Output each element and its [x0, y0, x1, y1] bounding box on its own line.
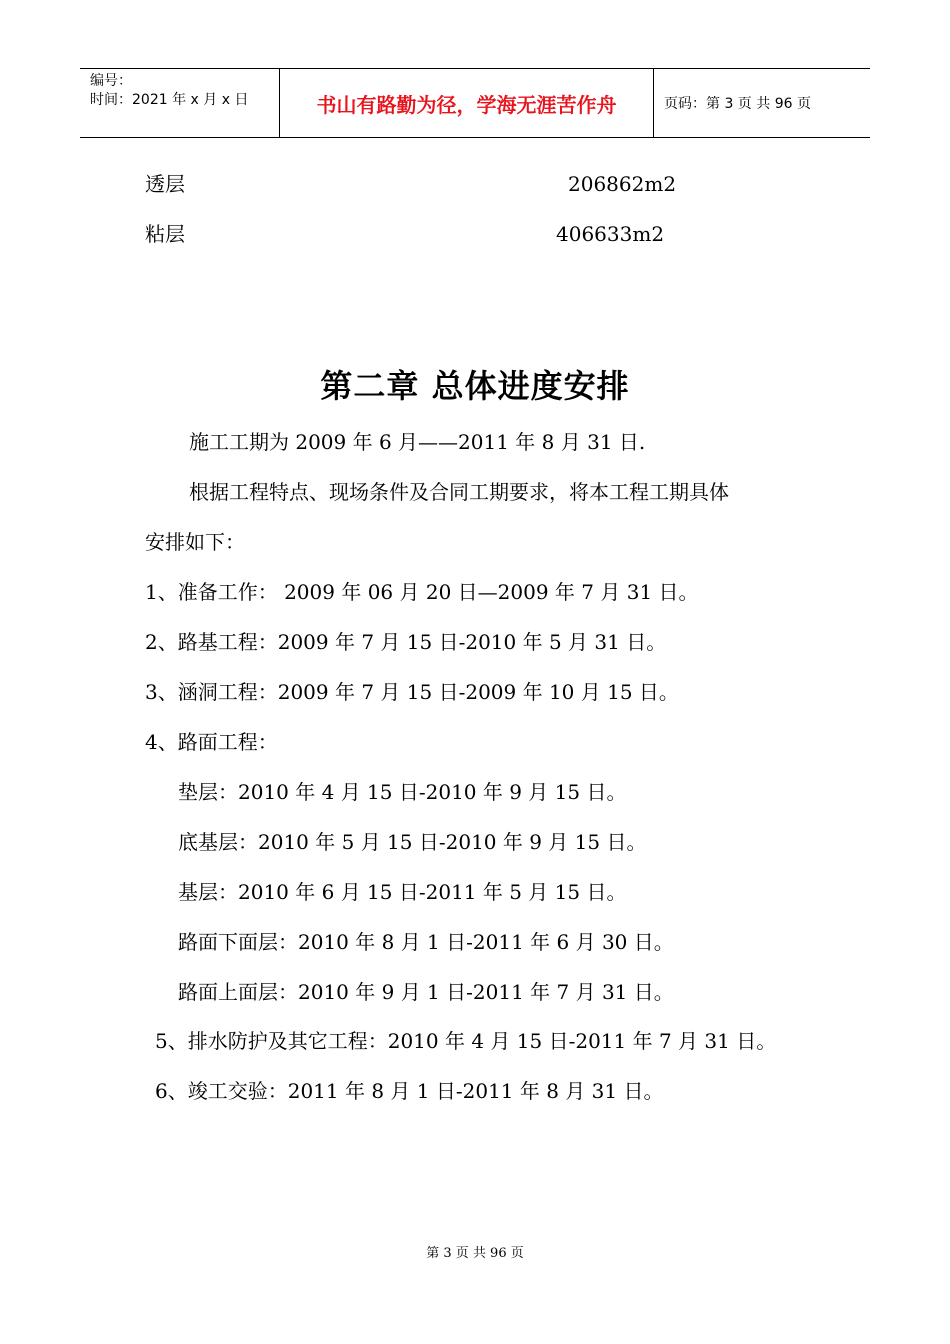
material-name: 粘层: [145, 222, 185, 246]
schedule-subitem: 路面上面层：2010 年 9 月 1 日-2011 年 7 月 31 日。: [178, 980, 674, 1004]
construction-period: 施工工期为 2009 年 6 月——2011 年 8 月 31 日.: [189, 430, 646, 454]
material-name: 透层: [145, 172, 185, 196]
page-header: [80, 68, 870, 138]
schedule-item: 4、路面工程：: [145, 730, 278, 754]
schedule-subitem: 路面下面层：2010 年 8 月 1 日-2011 年 6 月 30 日。: [178, 930, 674, 954]
schedule-subitem: 基层：2010 年 6 月 15 日-2011 年 5 月 15 日。: [178, 880, 627, 904]
chapter-title: 第二章 总体进度安排: [320, 367, 630, 405]
header-motto: 书山有路勤为径，学海无涯苦作舟: [280, 69, 654, 137]
schedule-subitem: 底基层：2010 年 5 月 15 日-2010 年 9 月 15 日。: [178, 830, 647, 854]
schedule-basis-line-2: 安排如下：: [145, 530, 245, 554]
schedule-item: 1、准备工作： 2009 年 06 月 20 日—2009 年 7 月 31 日。: [145, 580, 699, 604]
header-page-info: 页码：第 3 页 共 96 页: [664, 96, 811, 112]
schedule-basis-line-1: 根据工程特点、现场条件及合同工期要求，将本工程工期具体: [189, 480, 729, 504]
document-number-label: 编号：: [90, 73, 132, 89]
schedule-item: 3、涵洞工程：2009 年 7 月 15 日-2009 年 10 月 15 日。: [145, 680, 679, 704]
schedule-subitem: 垫层：2010 年 4 月 15 日-2010 年 9 月 15 日。: [178, 780, 627, 804]
document-date-label: 时间：2021 年 x 月 x 日: [90, 92, 249, 108]
material-value: 406633m2: [556, 222, 665, 246]
schedule-item: 6、竣工交验：2011 年 8 月 1 日-2011 年 8 月 31 日。: [155, 1079, 664, 1103]
page-footer: 第 3 页 共 96 页: [426, 1246, 524, 1261]
header-meta: [80, 69, 280, 137]
schedule-item: 5、排水防护及其它工程：2010 年 4 月 15 日-2011 年 7 月 31 日。: [155, 1029, 777, 1053]
material-value: 206862m2: [568, 172, 677, 196]
schedule-item: 2、路基工程：2009 年 7 月 15 日-2010 年 5 月 31 日。: [145, 630, 667, 654]
